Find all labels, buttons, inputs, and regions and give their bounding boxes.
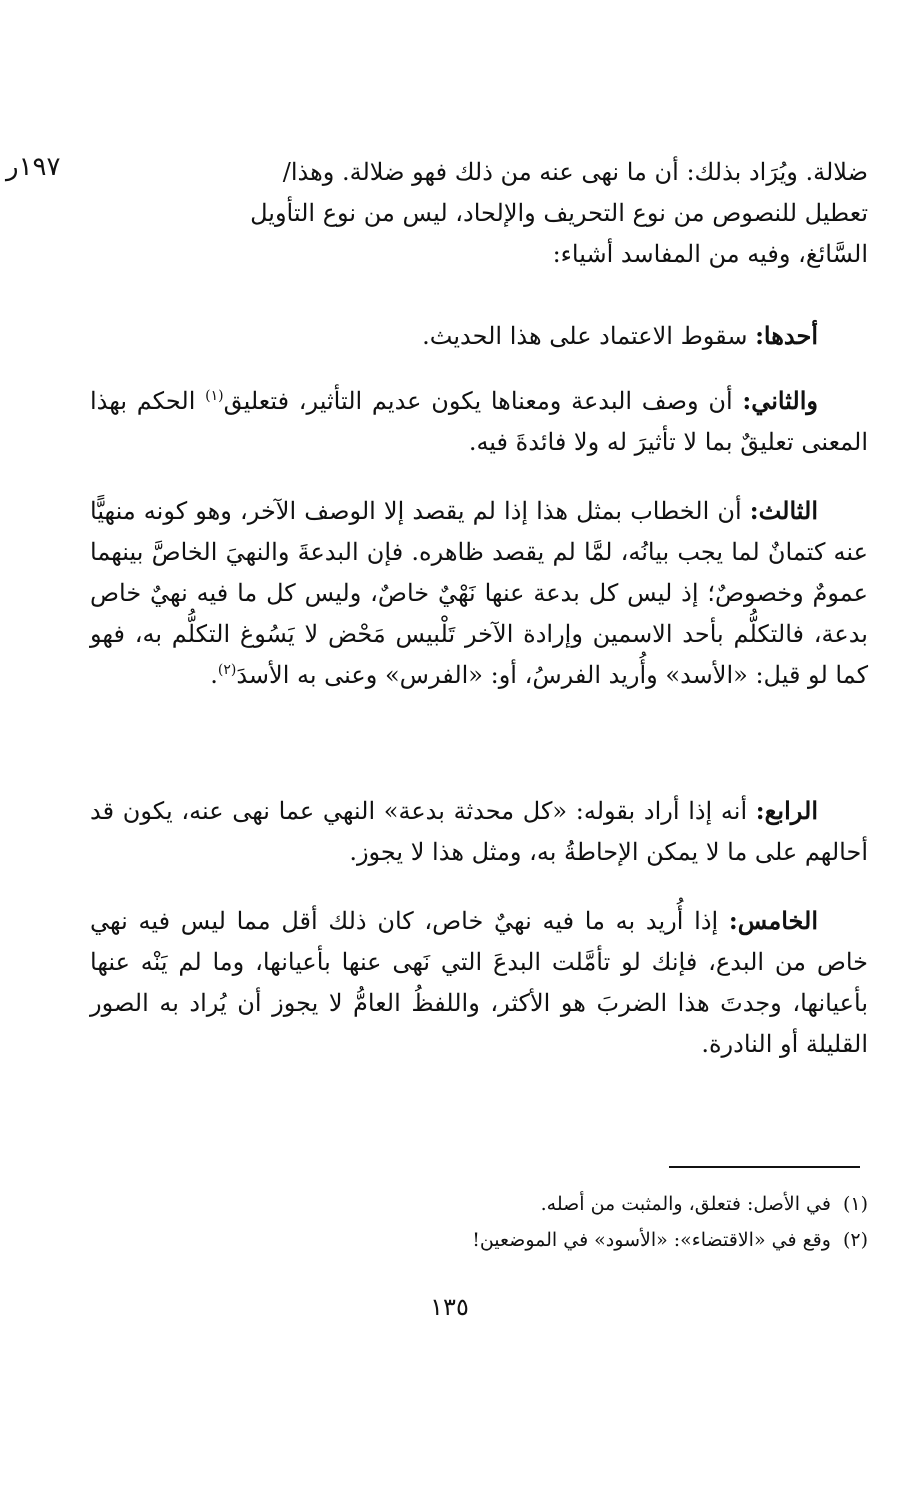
point-third-text: أن الخطاب بمثل هذا إذا لم يقصد إلا الوصف الآخر، وهو كونه منهيًّا عنه كتمانٌ لما يجب بيانُه، لمَّا لم يقصد ظاهره. فإن البدعةَ والنهيَ الخاصَّ بينهما عمومٌ وخصوصٌ؛ إذ ليس كل بدعة عنها نَهْيٌ خاصٌ، وليس كل ما فيه نهيٌ خاص بدعة، فالتكلُّم بأحد الاسمين وإرادة الآخر تَلْبيس مَحْض لا يَسُوغ التكلُّم به، فهو كما لو قيل: «الأسد» وأُريد الفرسُ، أو: «الفرس» وعنى به الأسدَ [90,497,868,689]
footnote-ref-1: (١) [205,388,224,404]
point-first-text: سقوط الاعتماد على هذا الحديث. [422,322,756,350]
point-second-text: أن وصف البدعة ومعناها يكون عديم التأثير، فتعليق [223,387,743,415]
footnote-text: وقع في «الاقتضاء»: «الأسود» في الموضعين! [472,1229,831,1251]
footnote [90,1186,868,1222]
footnote-number: (١) [842,1193,868,1215]
point-fourth [90,790,868,873]
intro-paragraph [90,152,868,275]
page-number: ١٣٥ [430,1293,469,1321]
footnotes [90,1186,868,1258]
point-third-end: . [210,661,218,689]
point-fourth-lead: الرابع: [755,796,818,825]
point-fourth-text: أنه إذا أراد بقوله: «كل محدثة بدعة» النهي عما نهى عنه، يكون قد أحالهم على ما لا يمكن الإحاطةُ به، ومثل هذا لا يجوز. [90,797,868,866]
intro-line-1: ضلالة. ويُرَاد بذلك: أن ما نهى عنه من ذلك فهو ضلالة. وهذا/ [282,158,868,186]
point-first [90,315,868,357]
point-second [90,380,868,463]
footnote-text: في الأصل: فتعلق، والمثبت من أصله. [540,1193,831,1215]
point-third-lead: الثالث: [749,496,818,525]
point-second-lead: والثاني: [742,386,818,415]
footnote-ref-2: (٢) [217,662,237,678]
intro-line-3: السَّائغ، وفيه من المفاسد أشياء: [552,240,868,268]
footnote-divider [669,1166,860,1168]
intro-line-2: تعطيل للنصوص من نوع التحريف والإلحاد، ليس من نوع التأويل [250,199,868,227]
point-fifth-lead: الخامس: [728,906,818,935]
point-third [90,490,868,696]
footnote-number: (٢) [842,1229,868,1251]
point-fifth [90,900,868,1065]
margin-page-reference: ١٩٧ر [6,152,61,182]
point-first-lead: أحدها: [755,321,818,350]
footnote [90,1222,868,1258]
point-fifth-text: إذا أُريد به ما فيه نهيٌ خاص، كان ذلك أقل مما ليس فيه نهي خاص من البدع، فإنك لو تأمَّلت البدعَ التي نَهى عنها بأعيانها، وما لم يَنْه عنها بأعيانها، وجدتَ هذا الضربَ هو الأكثر، واللفظُ العامُّ لا يجوز أن يُراد به الصور القليلة أو النادرة. [90,907,868,1058]
point-second-text-2: الحكم بهذا المعنى تعليقٌ بما لا تأثيرَ له ولا فائدةَ فيه. [90,387,868,456]
